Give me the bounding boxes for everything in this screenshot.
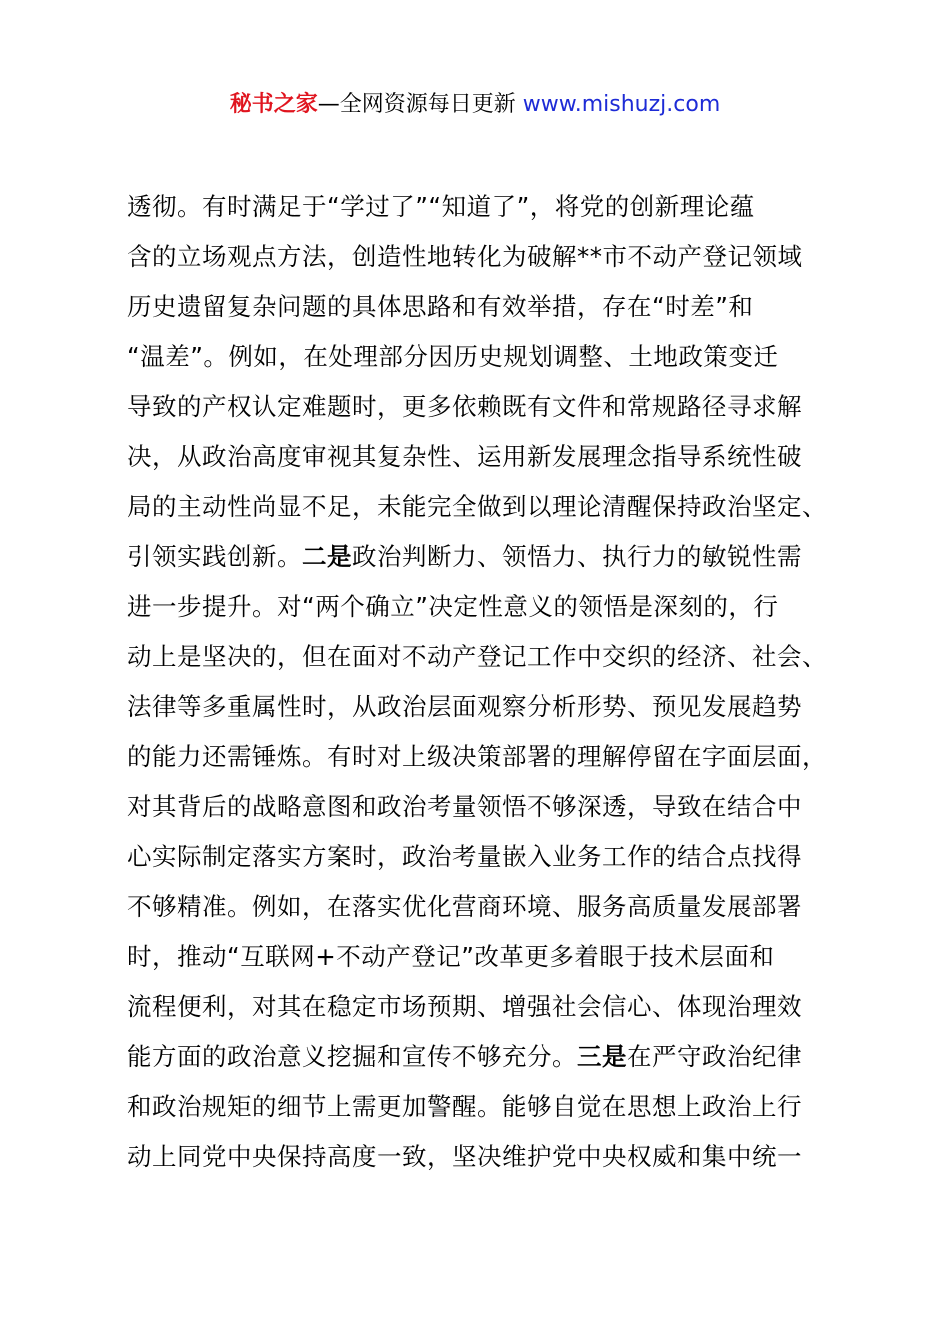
text-line: 透彻。有时满足于“学过了”“知道了”，将党的创新理论蕴: [127, 192, 755, 221]
point-two-heading: 二是: [302, 542, 352, 571]
point-three-heading: 三是: [577, 1042, 627, 1071]
text-line: “温差”。例如，在处理部分因历史规划调整、土地政策变迁: [127, 342, 779, 371]
text-line: 含的立场观点方法，创造性地转化为破解**市不动产登记领域: [127, 242, 803, 271]
text-segment: 引领实践创新。: [127, 542, 302, 571]
text-line: 心实际制定落实方案时，政治考量嵌入业务工作的结合点找得: [127, 842, 802, 871]
text-line: 时，推动“互联网+不动产登记”改革更多着眼于技术层面和: [127, 942, 775, 971]
text-line-with-heading: [127, 1032, 847, 1082]
text-line: 历史遗留复杂问题的具体思路和有效举措，存在“时差”和: [127, 292, 754, 321]
site-brand: 秘书之家: [229, 92, 318, 117]
text-line: 决，从政治高度审视其复杂性、运用新发展理念指导系统性破: [127, 442, 802, 471]
text-line: 法律等多重属性时，从政治层面观察分析形势、预见发展趋势: [127, 692, 802, 721]
text-line: 局的主动性尚显不足，未能完全做到以理论清醒保持政治坚定、: [127, 492, 827, 521]
text-line: 的能力还需锤炼。有时对上级决策部署的理解停留在字面层面，: [127, 742, 827, 771]
text-line-with-heading: [127, 532, 847, 582]
text-line: 和政治规矩的细节上需更加警醒。能够自觉在思想上政治上行: [127, 1092, 802, 1121]
text-line: 进一步提升。对“两个确立”决定性意义的领悟是深刻的，行: [127, 592, 779, 621]
text-segment: 在严守政治纪律: [627, 1042, 802, 1071]
text-line: 不够精准。例如，在落实优化营商环境、服务高质量发展部署: [127, 892, 802, 921]
text-line: 对其背后的战略意图和政治考量领悟不够深透，导致在结合中: [127, 792, 802, 821]
text-line: 动上是坚决的，但在面对不动产登记工作中交织的经济、社会、: [127, 642, 827, 671]
text-segment: 能方面的政治意义挖掘和宣传不够充分。: [127, 1042, 577, 1071]
text-line: 流程便利，对其在稳定市场预期、增强社会信心、体现治理效: [127, 992, 802, 1021]
site-header: [0, 88, 950, 122]
document-body: [127, 182, 847, 1182]
site-url-link[interactable]: www.mishuzj.com: [522, 92, 721, 117]
text-line: 导致的产权认定难题时，更多依赖既有文件和常规路径寻求解: [127, 392, 802, 421]
text-line: 动上同党中央保持高度一致，坚决维护党中央权威和集中统一: [127, 1142, 802, 1171]
text-segment: 政治判断力、领悟力、执行力的敏锐性需: [352, 542, 802, 571]
site-tagline: —全网资源每日更新: [317, 92, 523, 117]
